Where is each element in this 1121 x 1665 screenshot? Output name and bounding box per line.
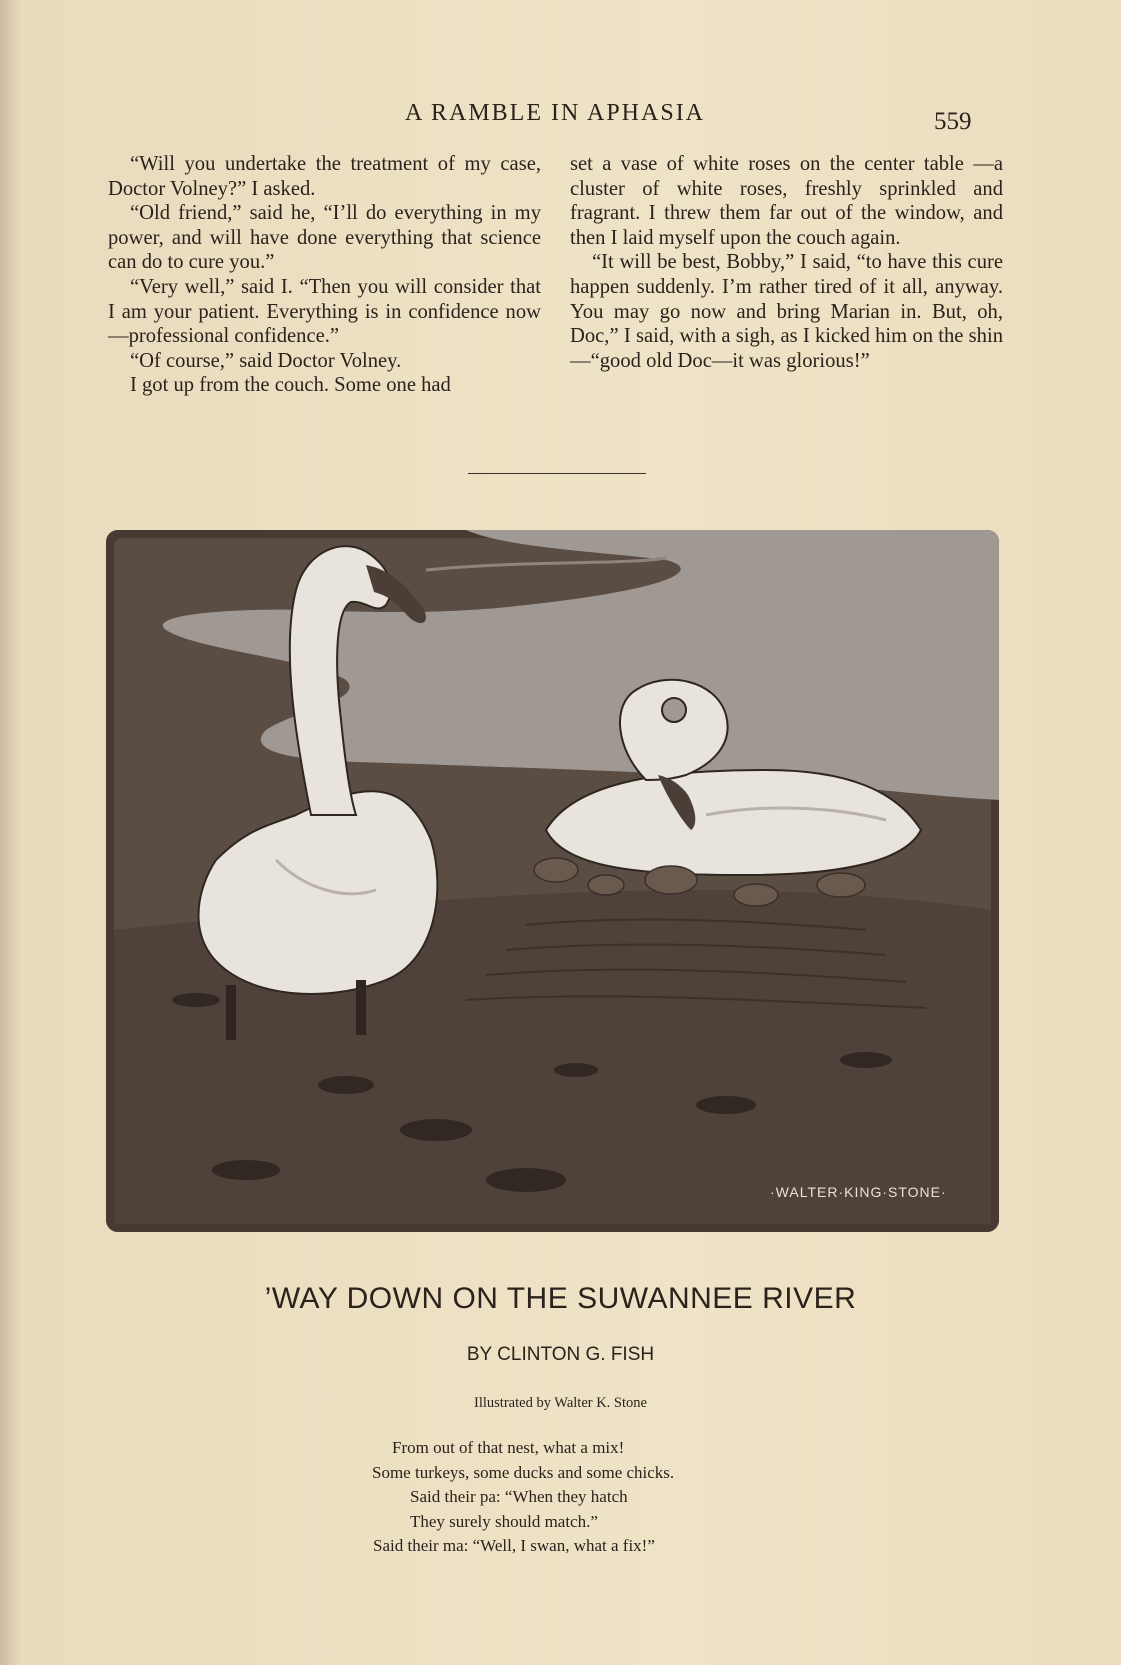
left-column	[108, 152, 541, 398]
article-title: ’WAY DOWN ON THE SUWANNEE RIVER	[264, 1282, 857, 1315]
paragraph: set a vase of white roses on the center table —a cluster of white roses, freshly sprinkled and fragrant. I threw them far out of the window, and then I laid myself upon the couch again.	[570, 153, 1003, 249]
paragraph: “Old friend,” said he, “I’ll do everything in my power, and will have done everything that science can do to cure you.”	[108, 202, 541, 274]
illustration-credit: Illustrated by Walter K. Stone	[474, 1395, 647, 1411]
artist-signature: ·WALTER·KING·STONE·	[770, 1184, 947, 1200]
paragraph: “It will be best, Bobby,” I said, “to have this cure happen suddenly. I’m rather tired of it all, anyway. You may go now and bring Marian in. But, oh, Doc,” I said, with a sigh, as I kicked him on the shin—“good old Doc—it was glorious!”	[570, 251, 1003, 372]
poem-line: Some turkeys, some ducks and some chicks.	[372, 1462, 675, 1482]
section-divider	[468, 473, 646, 474]
paragraph: “Very well,” said I. “Then you will consider that I am your patient. Everything is in confidence now—professional confidence.”	[108, 275, 541, 348]
poem-line: Said their ma: “Well, I swan, what a fix!”	[373, 1536, 655, 1555]
swan-picture	[106, 530, 999, 1232]
story-columns	[108, 152, 1003, 398]
running-title: A RAMBLE IN APHASIA	[404, 100, 706, 126]
page-number: 559	[934, 108, 972, 135]
paragraph: “Will you undertake the treatment of my case, Doctor Volney?” I asked.	[108, 153, 541, 200]
byline: BY CLINTON G. FISH	[466, 1344, 655, 1365]
poem-line: They surely should match.”	[410, 1511, 598, 1531]
right-column	[570, 152, 1003, 398]
poem-line: Said their pa: “When they hatch	[410, 1487, 628, 1506]
swan-illustration	[106, 530, 999, 1232]
paragraph: I got up from the couch. Some one had	[130, 374, 451, 397]
poem-line: From out of that nest, what a mix!	[392, 1438, 625, 1457]
paragraph: “Of course,” said Doctor Volney.	[130, 349, 402, 372]
limerick	[0, 1436, 1121, 1559]
running-head	[0, 100, 1121, 140]
